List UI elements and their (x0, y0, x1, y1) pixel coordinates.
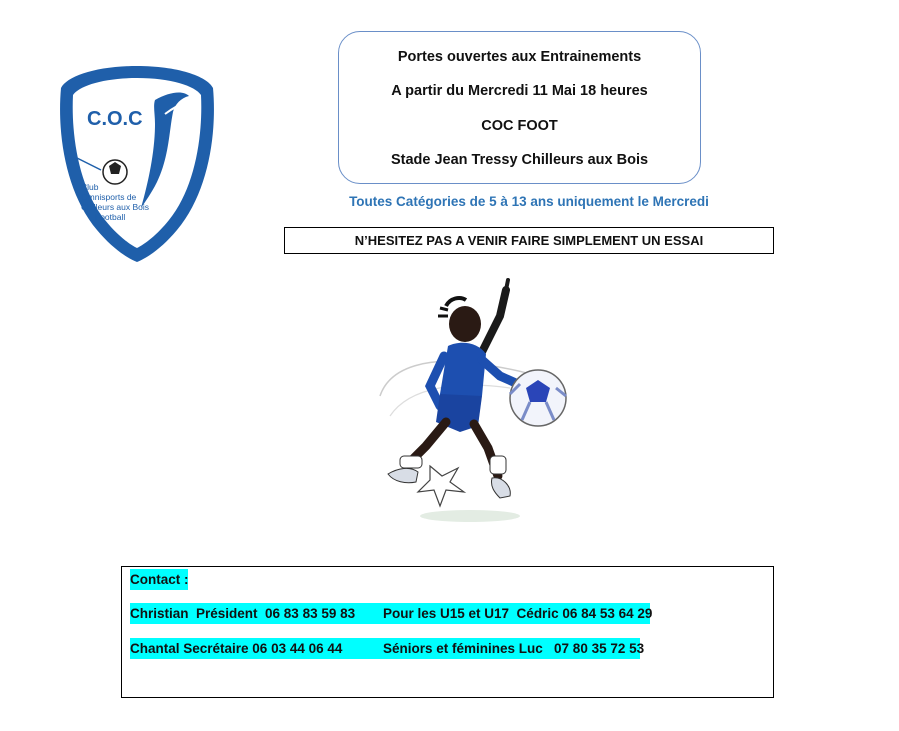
logo-initials: C.O.C (87, 108, 143, 130)
logo-line-2: Omnisports de (81, 192, 137, 202)
contact-u15-u17: Pour les U15 et U17 Cédric 06 84 53 64 29 (383, 606, 653, 621)
contact-secretary: Chantal Secrétaire 06 03 44 06 44 (130, 641, 343, 656)
contact-box (121, 566, 774, 698)
event-title: Portes ouvertes aux Entrainements (397, 49, 642, 65)
club-logo (57, 62, 217, 264)
event-location: Stade Jean Tressy Chilleurs aux Bois (390, 152, 649, 168)
football-player-illustration (370, 276, 580, 528)
invite-banner: N’HESITEZ PAS A VENIR FAIRE SIMPLEMENT UN ESSAI (284, 227, 774, 254)
contact-title: Contact : (130, 569, 188, 590)
logo-line-1: Club (81, 182, 99, 192)
logo-line-4: Football (95, 212, 126, 222)
contact-row-2 (130, 638, 645, 659)
club-crest-icon (57, 62, 217, 264)
event-info-box (338, 31, 701, 184)
contact-row-1 (130, 603, 653, 624)
event-date: A partir du Mercredi 11 Mai 18 heures (391, 83, 648, 99)
categories-text: Toutes Catégories de 5 à 13 ans uniquement le Mercredi (349, 194, 709, 209)
logo-line-3: Chilleurs aux Bois (81, 202, 150, 212)
contact-president: Christian Président 06 83 83 59 83 (130, 606, 356, 621)
contact-seniors: Séniors et féminines Luc 07 80 35 72 53 (383, 641, 645, 656)
football-player-icon (370, 276, 580, 528)
event-club: COC FOOT (481, 118, 558, 134)
